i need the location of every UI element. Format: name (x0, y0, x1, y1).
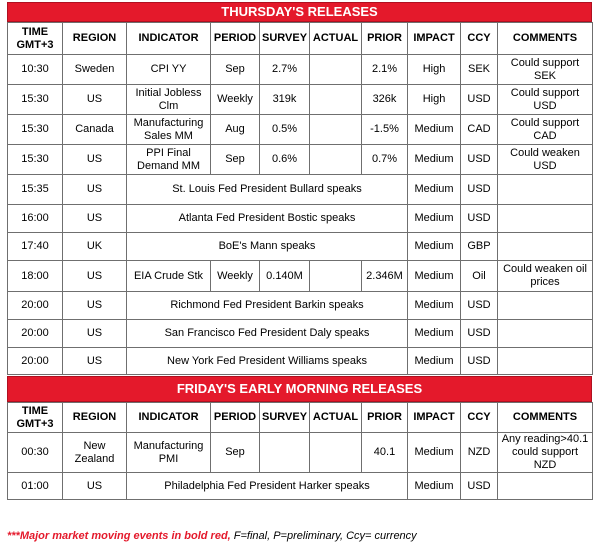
impact-cell: Medium (408, 261, 461, 292)
table-row (8, 55, 593, 85)
comments-cell: Could weaken USD (498, 145, 593, 175)
ccy-cell: USD (461, 175, 498, 205)
column-header: SURVEY (260, 403, 310, 433)
column-header: INDICATOR (127, 403, 211, 433)
time-cell: 15:35 (8, 175, 63, 205)
comments-cell: Could support CAD (498, 115, 593, 145)
column-header: TIME GMT+3 (8, 403, 63, 433)
impact-cell: Medium (408, 175, 461, 205)
prior-cell: 326k (362, 85, 408, 115)
ccy-cell: GBP (461, 233, 498, 261)
comments-cell (498, 233, 593, 261)
comments-cell (498, 473, 593, 500)
region-cell: US (63, 261, 127, 292)
actual-cell (310, 55, 362, 85)
survey-cell: 0.5% (260, 115, 310, 145)
prior-cell: 2.1% (362, 55, 408, 85)
indicator-cell: EIA Crude Stk (127, 261, 211, 292)
impact-cell: Medium (408, 348, 461, 375)
period-cell: Weekly (211, 85, 260, 115)
column-header: PRIOR (362, 23, 408, 55)
impact-cell: Medium (408, 115, 461, 145)
ccy-cell: USD (461, 348, 498, 375)
comments-cell: Could support USD (498, 85, 593, 115)
indicator-cell: Manufacturing Sales MM (127, 115, 211, 145)
column-header: ACTUAL (310, 23, 362, 55)
table-row (8, 175, 593, 205)
table-row (8, 261, 593, 292)
region-cell: US (63, 175, 127, 205)
region-cell: UK (63, 233, 127, 261)
comments-cell: Any reading>40.1 could support NZD (498, 433, 593, 473)
friday-table (7, 402, 593, 500)
comments-cell (498, 205, 593, 233)
prior-cell: 0.7% (362, 145, 408, 175)
column-header: IMPACT (408, 23, 461, 55)
time-cell: 15:30 (8, 85, 63, 115)
region-cell: Canada (63, 115, 127, 145)
table-row (8, 473, 593, 500)
table-row (8, 85, 593, 115)
ccy-cell: USD (461, 473, 498, 500)
table-row (8, 320, 593, 348)
thursday-table (7, 22, 593, 375)
thursday-title: THURSDAY'S RELEASES (7, 2, 592, 22)
actual-cell (310, 85, 362, 115)
period-cell: Weekly (211, 261, 260, 292)
ccy-cell: NZD (461, 433, 498, 473)
thursday-section (7, 2, 592, 375)
table-row (8, 145, 593, 175)
ccy-cell: Oil (461, 261, 498, 292)
comments-cell (498, 320, 593, 348)
prior-cell: -1.5% (362, 115, 408, 145)
event-cell: BoE's Mann speaks (127, 233, 408, 261)
friday-title: FRIDAY'S EARLY MORNING RELEASES (7, 376, 592, 402)
ccy-cell: USD (461, 85, 498, 115)
column-header: ACTUAL (310, 403, 362, 433)
period-cell: Aug (211, 115, 260, 145)
column-header: COMMENTS (498, 403, 593, 433)
impact-cell: Medium (408, 433, 461, 473)
footnote (7, 530, 417, 542)
event-cell: St. Louis Fed President Bullard speaks (127, 175, 408, 205)
region-cell: US (63, 473, 127, 500)
period-cell: Sep (211, 433, 260, 473)
ccy-cell: USD (461, 292, 498, 320)
footnote-rest: F=final, P=preliminary, Ccy= currency (230, 530, 417, 542)
region-cell: US (63, 85, 127, 115)
time-cell: 10:30 (8, 55, 63, 85)
comments-cell (498, 175, 593, 205)
ccy-cell: SEK (461, 55, 498, 85)
period-cell: Sep (211, 55, 260, 85)
ccy-cell: USD (461, 145, 498, 175)
indicator-cell: Initial Jobless Clm (127, 85, 211, 115)
table-row (8, 233, 593, 261)
event-cell: Richmond Fed President Barkin speaks (127, 292, 408, 320)
time-cell: 01:00 (8, 473, 63, 500)
time-cell: 15:30 (8, 145, 63, 175)
time-cell: 20:00 (8, 292, 63, 320)
table-row (8, 433, 593, 473)
event-cell: Philadelphia Fed President Harker speaks (127, 473, 408, 500)
column-header: CCY (461, 23, 498, 55)
region-cell: US (63, 292, 127, 320)
time-cell: 20:00 (8, 320, 63, 348)
impact-cell: High (408, 85, 461, 115)
actual-cell (310, 145, 362, 175)
prior-cell: 40.1 (362, 433, 408, 473)
column-header: PERIOD (211, 23, 260, 55)
column-header: INDICATOR (127, 23, 211, 55)
impact-cell: Medium (408, 473, 461, 500)
region-cell: US (63, 205, 127, 233)
prior-cell: 2.346M (362, 261, 408, 292)
region-cell: New Zealand (63, 433, 127, 473)
survey-cell: 0.6% (260, 145, 310, 175)
friday-header-row (8, 403, 593, 433)
ccy-cell: USD (461, 205, 498, 233)
event-cell: San Francisco Fed President Daly speaks (127, 320, 408, 348)
column-header: IMPACT (408, 403, 461, 433)
time-cell: 18:00 (8, 261, 63, 292)
actual-cell (310, 115, 362, 145)
impact-cell: High (408, 55, 461, 85)
indicator-cell: CPI YY (127, 55, 211, 85)
comments-cell (498, 292, 593, 320)
comments-cell (498, 348, 593, 375)
actual-cell (310, 261, 362, 292)
region-cell: US (63, 348, 127, 375)
time-cell: 20:00 (8, 348, 63, 375)
friday-section (7, 376, 592, 500)
column-header: CCY (461, 403, 498, 433)
region-cell: US (63, 320, 127, 348)
time-cell: 00:30 (8, 433, 63, 473)
actual-cell (310, 433, 362, 473)
survey-cell (260, 433, 310, 473)
column-header: REGION (63, 403, 127, 433)
survey-cell: 0.140M (260, 261, 310, 292)
impact-cell: Medium (408, 292, 461, 320)
table-row (8, 292, 593, 320)
region-cell: US (63, 145, 127, 175)
column-header: COMMENTS (498, 23, 593, 55)
column-header: TIME GMT+3 (8, 23, 63, 55)
column-header: PRIOR (362, 403, 408, 433)
period-cell: Sep (211, 145, 260, 175)
comments-cell: Could support SEK (498, 55, 593, 85)
impact-cell: Medium (408, 145, 461, 175)
survey-cell: 319k (260, 85, 310, 115)
thursday-header-row (8, 23, 593, 55)
impact-cell: Medium (408, 320, 461, 348)
region-cell: Sweden (63, 55, 127, 85)
event-cell: Atlanta Fed President Bostic speaks (127, 205, 408, 233)
table-row (8, 205, 593, 233)
column-header: SURVEY (260, 23, 310, 55)
time-cell: 17:40 (8, 233, 63, 261)
ccy-cell: USD (461, 320, 498, 348)
event-cell: New York Fed President Williams speaks (127, 348, 408, 375)
table-row (8, 348, 593, 375)
impact-cell: Medium (408, 205, 461, 233)
comments-cell: Could weaken oil prices (498, 261, 593, 292)
time-cell: 16:00 (8, 205, 63, 233)
column-header: REGION (63, 23, 127, 55)
time-cell: 15:30 (8, 115, 63, 145)
ccy-cell: CAD (461, 115, 498, 145)
footnote-highlight: ***Major market moving events in bold red, (7, 530, 231, 542)
table-row (8, 115, 593, 145)
indicator-cell: Manufacturing PMI (127, 433, 211, 473)
impact-cell: Medium (408, 233, 461, 261)
survey-cell: 2.7% (260, 55, 310, 85)
indicator-cell: PPI Final Demand MM (127, 145, 211, 175)
column-header: PERIOD (211, 403, 260, 433)
